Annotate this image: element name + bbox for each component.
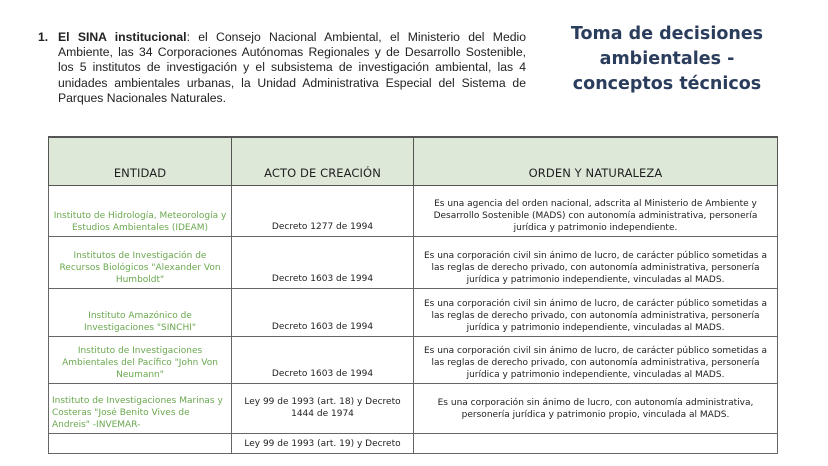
intro-body: : el Consejo Nacional Ambiental, el Ministerio del Medio Ambiente, las 34 Corporaciones Autónomas Regionales y de Desarrollo Sostenible, los 5 institutos de investigación y el subsistema de investigación ambiental, las 4 unidades ambientales urbanas, la Unidad Administrativa Especial del Sistema de Parques Nacionales Naturales.: [58, 30, 526, 105]
table-row: [49, 186, 778, 237]
acto-cell: Decreto 1277 de 1994: [232, 186, 414, 237]
table-row: [49, 434, 778, 454]
acto-cell: Decreto 1603 de 1994: [232, 289, 414, 337]
acto-cell: Decreto 1603 de 1994: [232, 337, 414, 384]
slide-title: Toma de decisiones ambientales - conceptos técnicos: [570, 24, 764, 94]
acto-cell: Ley 99 de 1993 (art. 19) y Decreto: [232, 434, 414, 454]
entities-table-container: [48, 136, 778, 449]
orden-cell: Es una corporación civil sin ánimo de lucro, de carácter público sometidas a las reglas de derecho privado, con autonomía administrativa, personería jurídica y patrimonio independiente, vinculadas al MADS.: [414, 337, 778, 384]
table-header-row: [49, 137, 778, 186]
entidad-cell: Institutos de Investigación de Recursos Biológicos "Alexander Von Humboldt": [49, 237, 232, 289]
orden-cell: Es una corporación civil sin ánimo de lucro, de carácter público sometidas a las reglas de derecho privado, con autonomía administrativa, personería jurídica y patrimonio independiente, vinculadas al MADS.: [414, 289, 778, 337]
entidad-cell: Instituto de Hidrología, Meteorología y Estudios Ambientales (IDEAM): [49, 186, 232, 237]
table-row: [49, 337, 778, 384]
entidad-cell: Instituto Amazónico de Investigaciones "SINCHI": [49, 289, 232, 337]
table-row: [49, 384, 778, 434]
entities-table: [48, 136, 778, 454]
entidad-cell: [49, 434, 232, 454]
intro-paragraph: [38, 30, 526, 106]
orden-cell: Es una corporación sin ánimo de lucro, con autonomía administrativa, personería jurídica y patrimonio propio, vinculada al MADS.: [414, 384, 778, 434]
orden-cell: [414, 434, 778, 454]
header-orden: ORDEN Y NATURALEZA: [414, 137, 778, 186]
entidad-cell: Instituto de Investigaciones Marinas y Costeras "José Benito Vives de Andreis" -INVEMAR-: [49, 384, 232, 434]
table-row: [49, 289, 778, 337]
orden-cell: Es una agencia del orden nacional, adscrita al Ministerio de Ambiente y Desarrollo Sostenible (MADS) con autonomía administrativa, personería jurídica y patrimonio independiente.: [414, 186, 778, 237]
acto-cell: Ley 99 de 1993 (art. 18) y Decreto 1444 de 1974: [232, 384, 414, 434]
orden-cell: Es una corporación civil sin ánimo de lucro, de carácter público sometidas a las reglas de derecho privado, con autonomía administrativa, personería jurídica y patrimonio independiente, vinculadas al MADS.: [414, 237, 778, 289]
intro-text: [58, 30, 526, 106]
table-row: [49, 237, 778, 289]
header-acto: ACTO DE CREACIÓN: [232, 137, 414, 186]
intro-lead: El SINA institucional: [58, 30, 187, 44]
acto-cell: Decreto 1603 de 1994: [232, 237, 414, 289]
header-entidad: ENTIDAD: [49, 137, 232, 186]
list-number: 1.: [38, 30, 49, 44]
entidad-cell: Instituto de Investigaciones Ambientales del Pacífico "John Von Neumann": [49, 337, 232, 384]
